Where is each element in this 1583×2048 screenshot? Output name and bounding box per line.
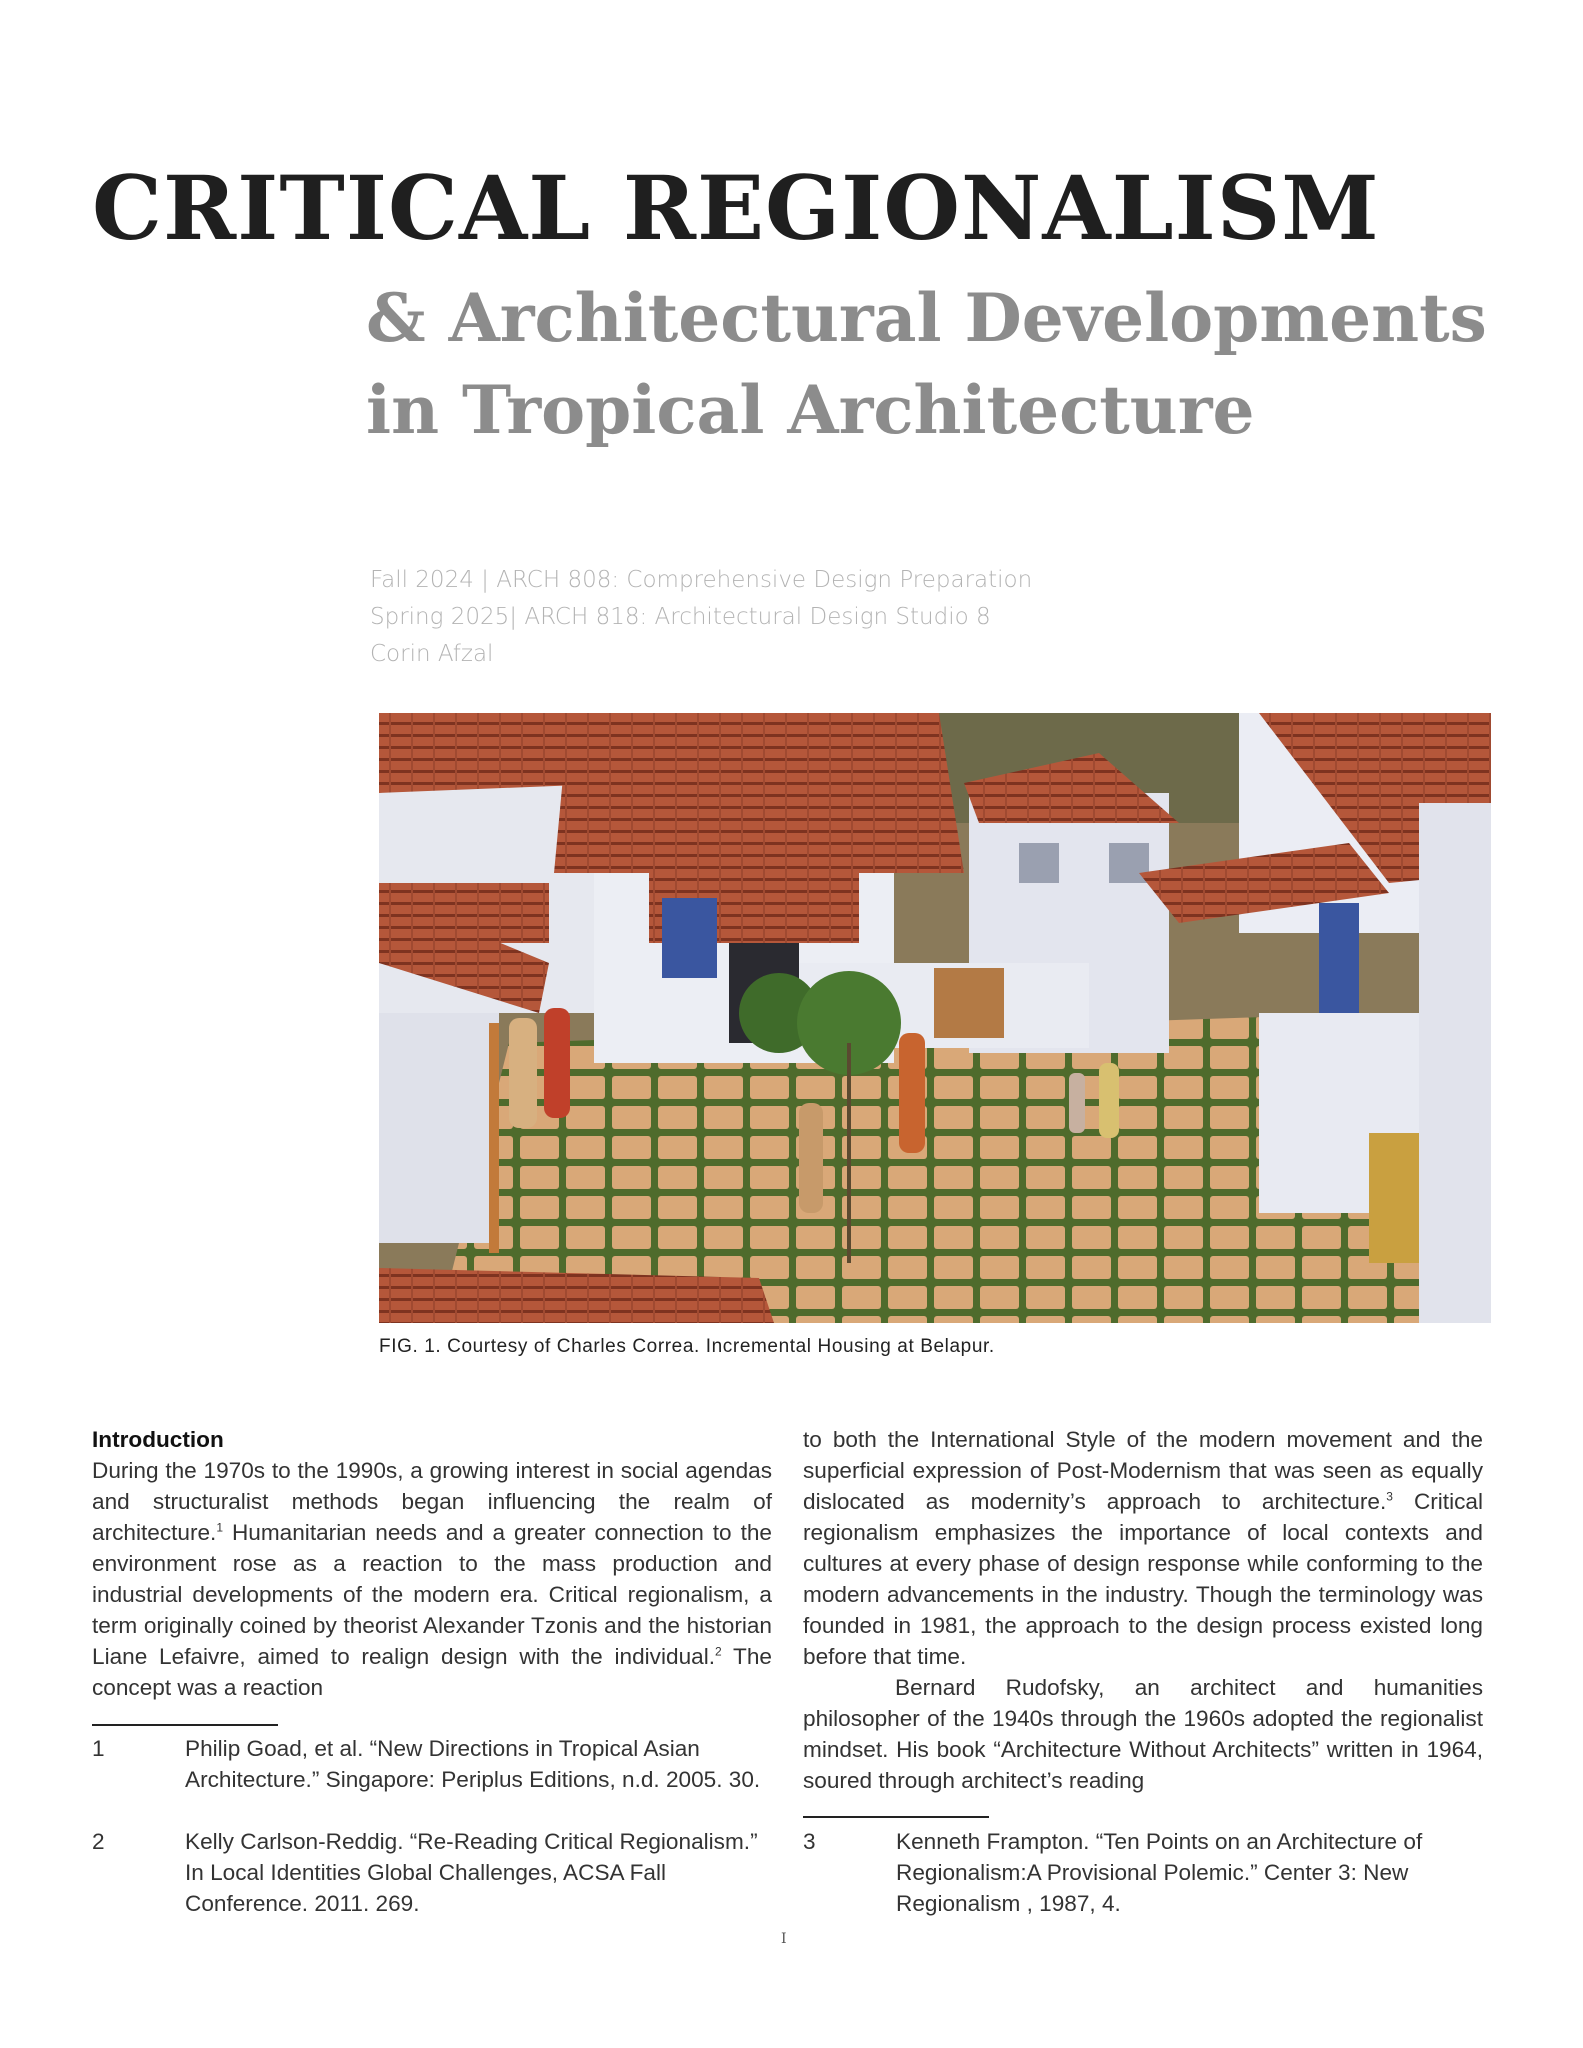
footnote-text: Kenneth Frampton. “Ten Points on an Architecture of Regionalism:A Provisional Polemic.” Center 3: New Regionalism , 1987, 4. <box>896 1829 1423 1916</box>
footnote-text: Kelly Carlson-Reddig. “Re-Reading Critical Regionalism.” In Local Identities Global Challenges, ACSA Fall Conference. 2011. 269. <box>185 1829 758 1916</box>
document-title: CRITICAL REGIONALISM <box>92 156 1380 260</box>
rudofsky-paragraph: Bernard Rudofsky, an architect and humanities philosopher of the 1940s through the 1960s adopted the regionalist mindset. His book “Architecture Without Architects” written in 1964, soured through architect’s reading <box>803 1675 1483 1793</box>
continued-paragraph <box>803 1424 1483 1672</box>
footnote-text: Philip Goad, et al. “New Directions in Tropical Asian Architecture.” Singapore: Periplus Editions, n.d. 2005. 30. <box>185 1736 761 1792</box>
course-info <box>370 562 1032 673</box>
footnote-1 <box>92 1733 772 1795</box>
section-heading-introduction: Introduction <box>92 1427 224 1452</box>
footnote-number: 1 <box>92 1736 105 1761</box>
body-column-right <box>803 1424 1483 1796</box>
intro-paragraph <box>92 1455 772 1703</box>
subtitle-line-1: & Architectural Developments <box>366 279 1487 357</box>
figure-photo-belapur-housing <box>379 713 1491 1323</box>
intro-text-part-3: The concept was a reaction <box>92 1644 772 1700</box>
document-subtitle <box>366 272 1487 456</box>
footnote-3 <box>803 1826 1483 1919</box>
body-column-left <box>92 1424 772 1703</box>
course-line-fall: Fall 2024 | ARCH 808: Comprehensive Design Preparation <box>370 567 1033 593</box>
continued-text-part-2: Critical regionalism emphasizes the importance of local contexts and cultures at every phase of design response while conforming to the modern advancements in the industry. Though the terminology was founded in 1981, the approach to the design process existed long before that time. <box>803 1489 1483 1669</box>
continued-text-part-1: to both the International Style of the modern movement and the superficial expression of Post-Modernism that was seen as equally dislocated as modernity’s approach to architecture. <box>803 1427 1483 1514</box>
footnote-divider-right <box>803 1816 989 1818</box>
footnote-ref-2: 2 <box>715 1644 722 1659</box>
page-number: I <box>781 1931 787 1947</box>
footnote-ref-1: 1 <box>216 1520 224 1535</box>
subtitle-line-2: in Tropical Architecture <box>366 371 1255 449</box>
intro-text-part-1: During the 1970s to the 1990s, a growing interest in social agendas and structuralist methods began influencing the realm of architecture. <box>92 1458 772 1545</box>
intro-text-part-2: Humanitarian needs and a greater connection to the environment rose as a reaction to the mass production and industrial developments of the modern era. Critical regionalism, a term originally coined by theorist Alexander Tzonis and the historian Liane Lefaivre, aimed to realign design with the individual. <box>92 1520 772 1669</box>
figure-caption: FIG. 1. Courtesy of Charles Correa. Incremental Housing at Belapur. <box>379 1336 995 1357</box>
footnote-number: 3 <box>803 1829 816 1854</box>
footnote-2 <box>92 1826 772 1919</box>
author-name: Corin Afzal <box>370 641 494 667</box>
footnote-ref-3: 3 <box>1386 1489 1393 1504</box>
footnote-number: 2 <box>92 1829 105 1854</box>
footnote-divider-left <box>92 1724 278 1726</box>
course-line-spring: Spring 2025| ARCH 818: Architectural Design Studio 8 <box>370 604 991 630</box>
